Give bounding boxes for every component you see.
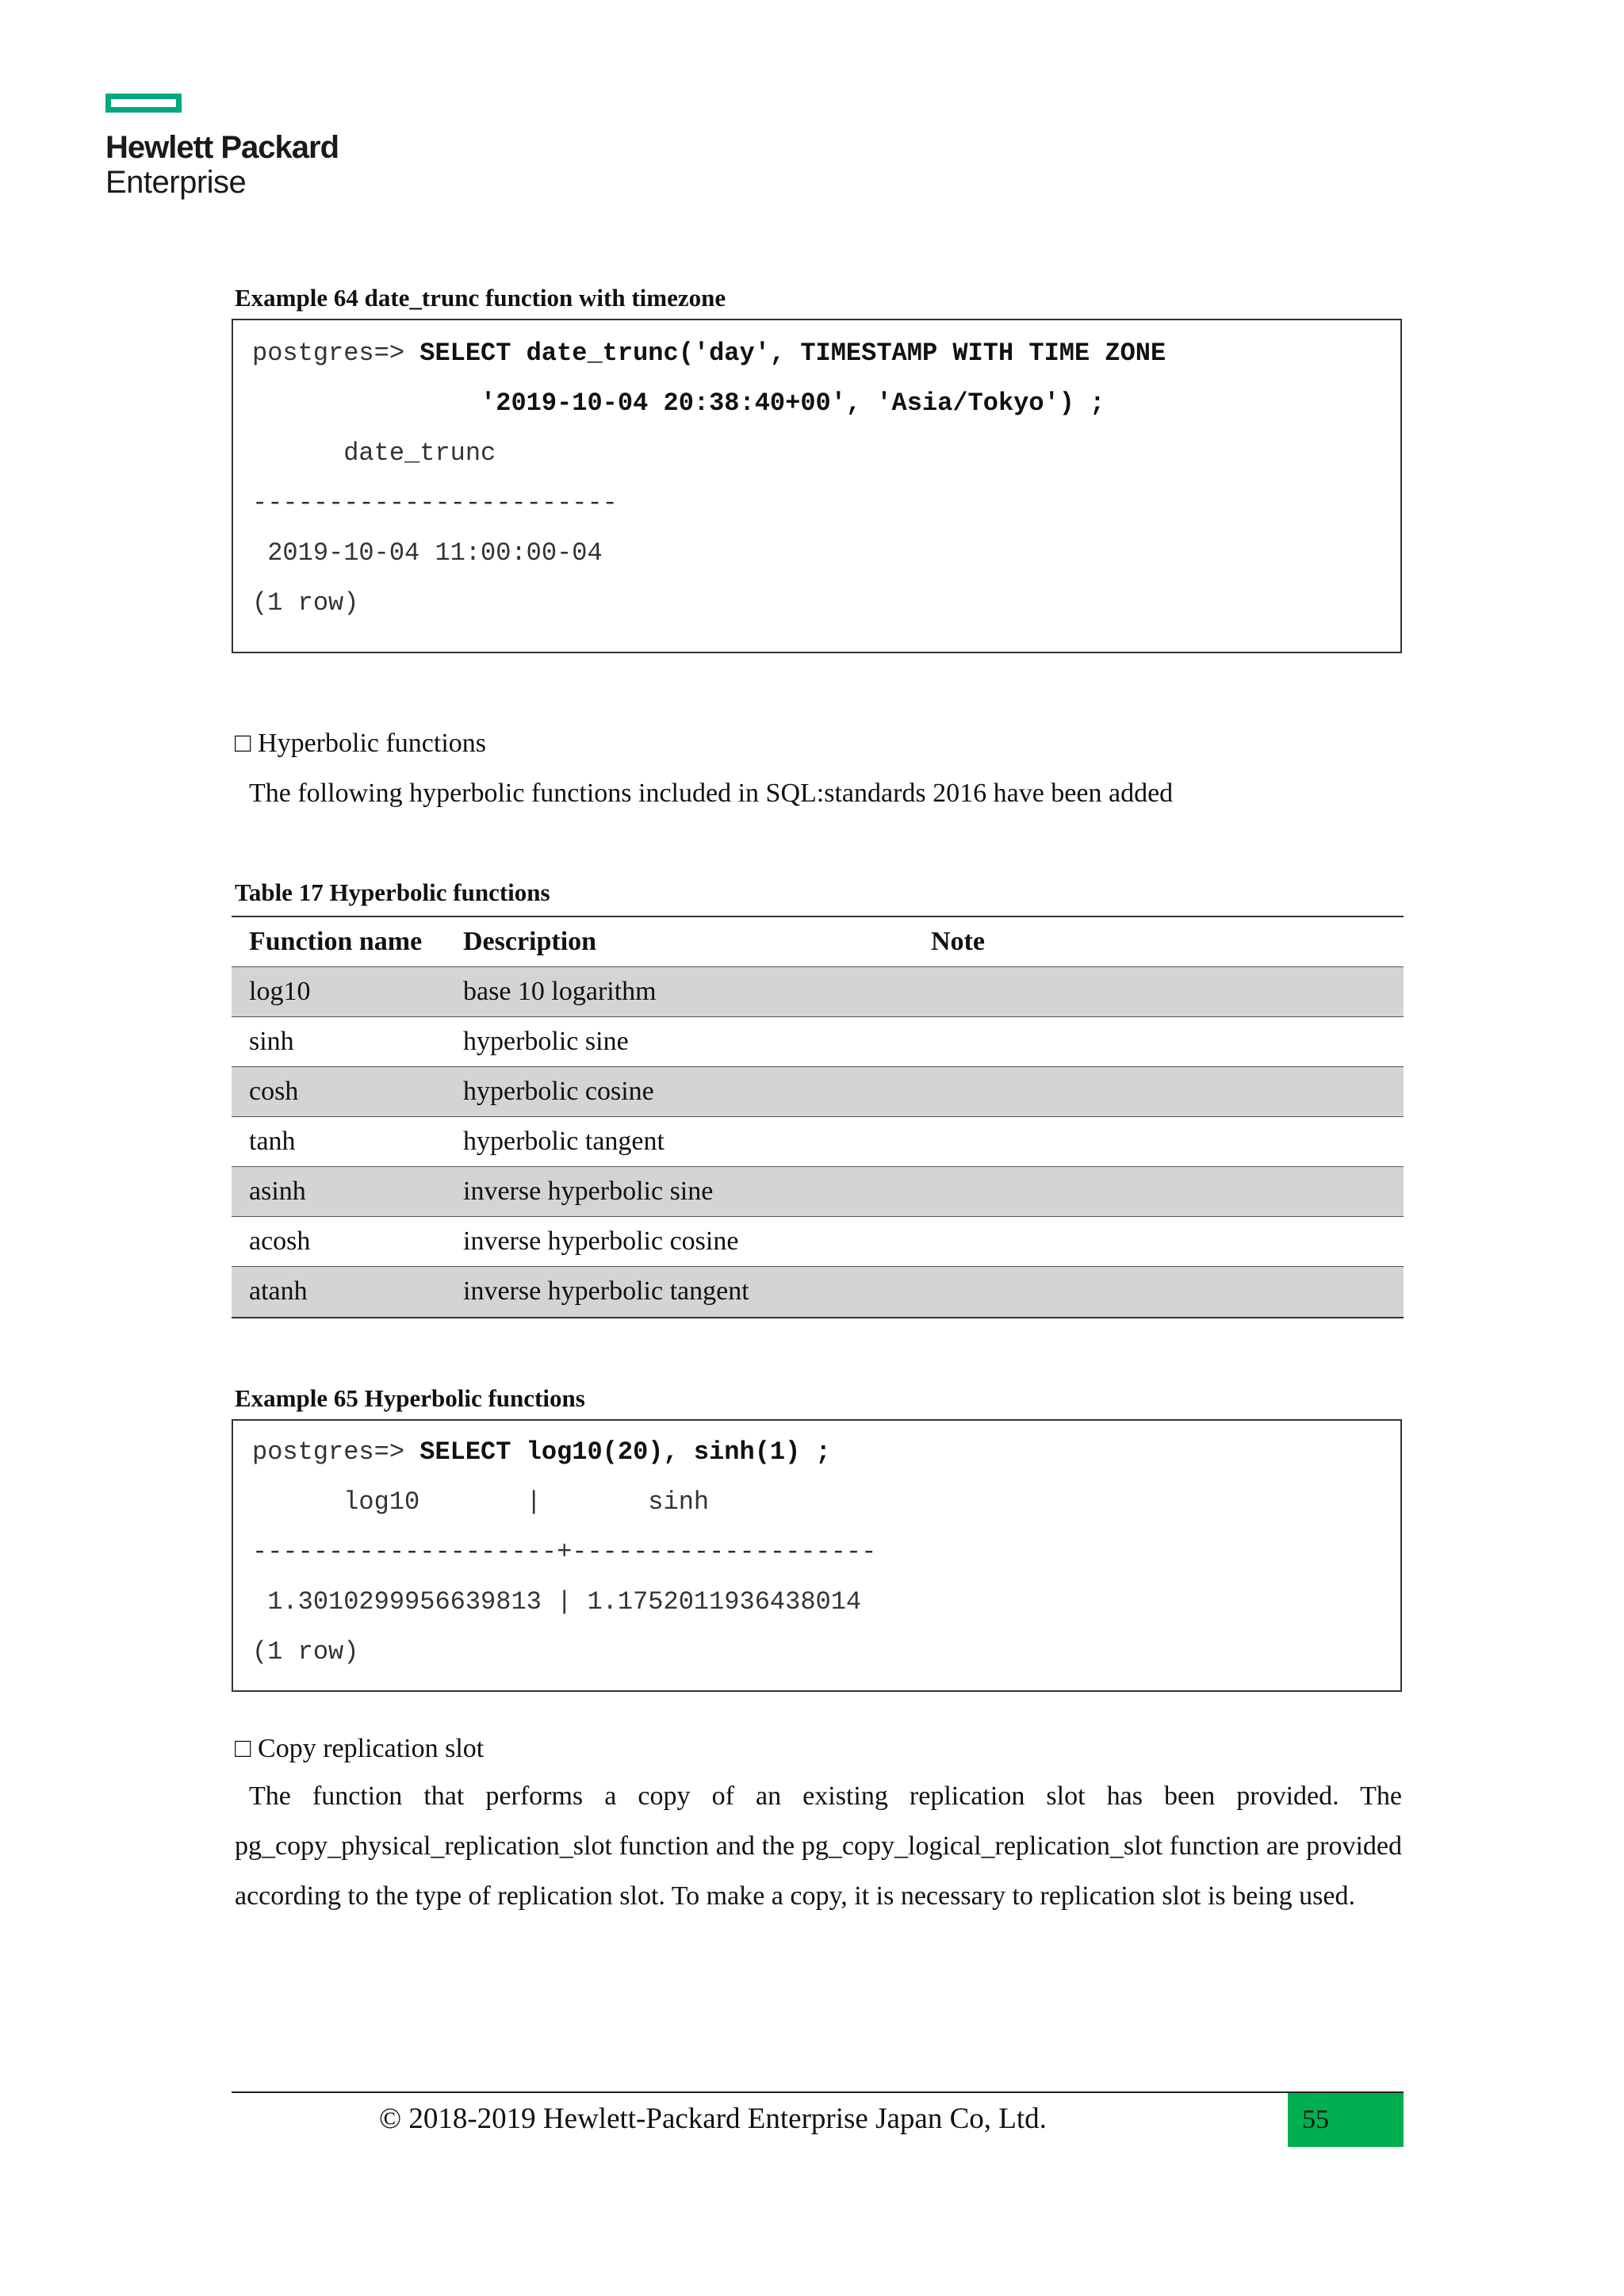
header-description: Description <box>463 927 597 956</box>
footer-copyright: © 2018-2019 Hewlett-Packard Enterprise Japan Co, Ltd. <box>379 2103 1047 2135</box>
cell-function-name: asinh <box>249 1177 306 1206</box>
copy-section-title: □ Copy replication slot <box>235 1734 485 1763</box>
table-row <box>232 1067 1404 1117</box>
code-line: ------------------------ <box>252 488 618 518</box>
code-line: postgres=> SELECT log10(20), sinh(1) ; <box>252 1437 831 1467</box>
code-line: log10 | sinh <box>252 1487 710 1517</box>
table17-caption: Table 17 Hyperbolic functions <box>235 878 550 906</box>
cell-function-name: acosh <box>249 1226 311 1256</box>
cell-description: hyperbolic sine <box>463 1027 629 1056</box>
code-line: '2019-10-04 20:38:40+00', 'Asia/Tokyo') ; <box>481 388 1105 418</box>
hyperbolic-functions-table <box>232 916 1404 1318</box>
logo-text-line2: Enterprise <box>105 165 247 200</box>
table-row <box>232 1017 1404 1067</box>
table-header-row <box>232 917 1404 967</box>
table-row <box>232 1117 1404 1167</box>
table-row <box>232 1267 1404 1317</box>
table-row <box>232 1217 1404 1267</box>
code-line: --------------------+-------------------- <box>252 1537 877 1567</box>
copy-section-body: The function that performs a copy of an existing replication slot has been provided. The pg_copy_physical_replication_slot function and the pg_copy_logical_replication_slot function are provided according to the type of replication slot. To make a copy, it is necessary to replication slot is being used. <box>235 1781 1402 1911</box>
page-number-badge <box>1288 2093 1404 2147</box>
code-line: (1 row) <box>252 1637 359 1667</box>
cell-description: inverse hyperbolic sine <box>463 1177 714 1206</box>
hyperbolic-section-title: □ Hyperbolic functions <box>235 729 487 758</box>
hpe-logo <box>105 94 339 200</box>
table-row <box>232 1167 1404 1217</box>
cell-function-name: log10 <box>249 977 311 1006</box>
cell-description: hyperbolic cosine <box>463 1077 654 1106</box>
logo-text-line1: Hewlett Packard <box>105 130 339 165</box>
code-line: 1.3010299956639813 | 1.1752011936438014 <box>252 1587 862 1617</box>
example65-caption: Example 65 Hyperbolic functions <box>235 1384 585 1412</box>
code-line: (1 row) <box>252 588 359 618</box>
example64-caption: Example 64 date_trunc function with timezone <box>235 284 726 312</box>
table-row <box>232 967 1404 1017</box>
cell-function-name: tanh <box>249 1127 296 1156</box>
cell-description: inverse hyperbolic tangent <box>463 1276 749 1306</box>
code-line: postgres=> SELECT date_trunc('day', TIMESTAMP WITH TIME ZONE <box>252 339 1166 368</box>
code-line: date_trunc <box>252 438 496 468</box>
footer-divider <box>232 2091 1404 2093</box>
header-function-name: Function name <box>249 927 423 956</box>
header-note: Note <box>931 927 985 956</box>
cell-description: inverse hyperbolic cosine <box>463 1226 739 1256</box>
example64-code-block <box>232 319 1402 653</box>
example65-code-block <box>232 1419 1402 1692</box>
cell-description: hyperbolic tangent <box>463 1127 665 1156</box>
cell-function-name: atanh <box>249 1276 308 1306</box>
cell-function-name: cosh <box>249 1077 299 1106</box>
code-line: 2019-10-04 11:00:00-04 <box>252 538 603 568</box>
page-number: 55 <box>1302 2105 1329 2134</box>
cell-function-name: sinh <box>249 1027 294 1056</box>
cell-description: base 10 logarithm <box>463 977 657 1006</box>
hyperbolic-intro-text: The following hyperbolic functions included in SQL:standards 2016 have been added <box>249 779 1174 808</box>
logo-rectangle-icon <box>105 94 182 113</box>
